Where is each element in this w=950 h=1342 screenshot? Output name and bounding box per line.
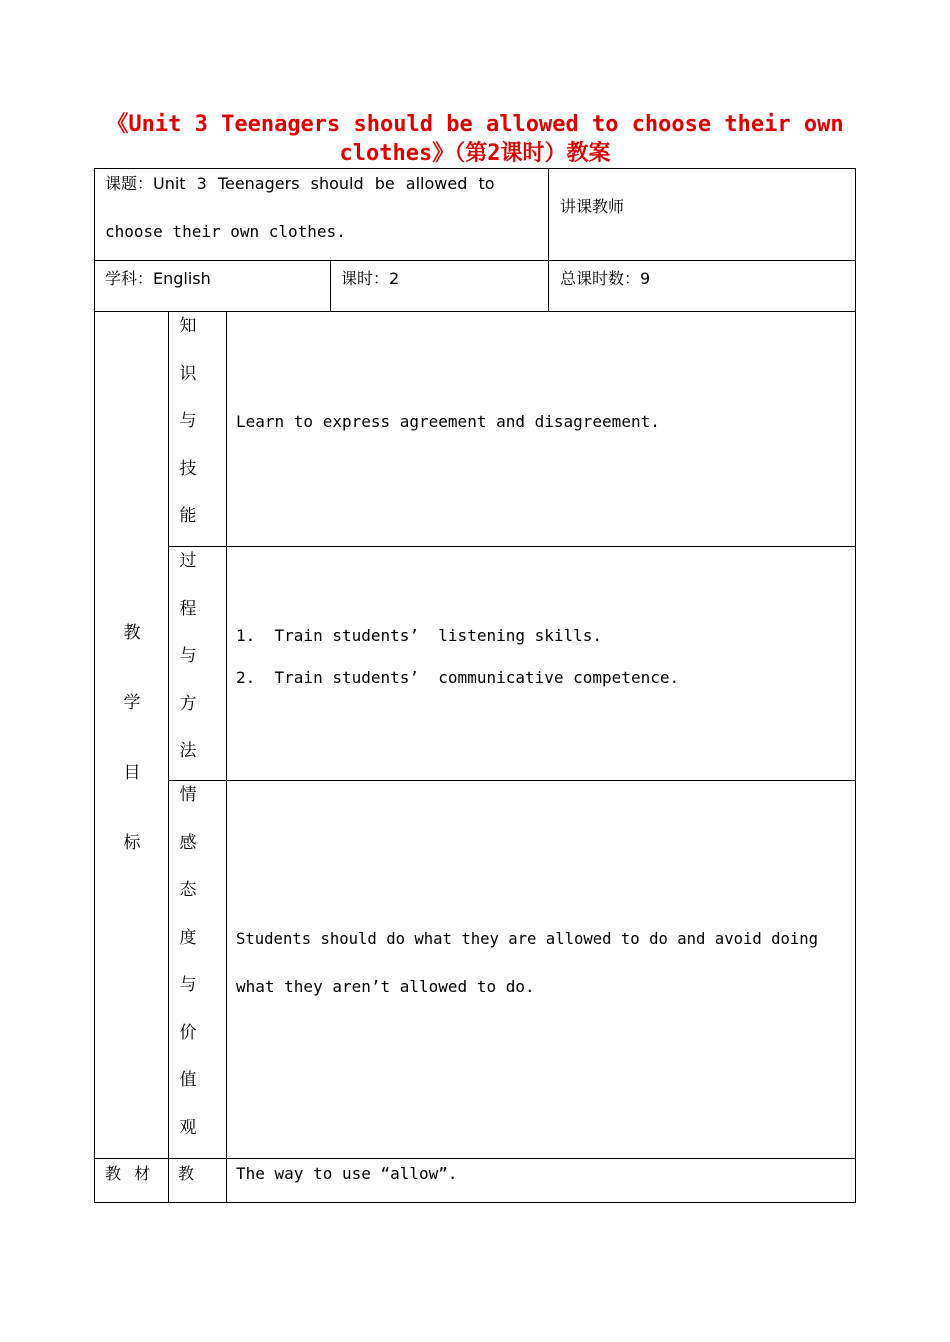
title-line-1: 《Unit 3 Teenagers should be allowed to choose their own: [106, 112, 844, 137]
process-label: 过 程 与 方 法: [179, 551, 197, 761]
materials-text: The way to use “allow”.: [236, 1164, 458, 1183]
materials-label: 教 材: [105, 1164, 151, 1183]
emotion-label: 情 感 态 度 与 价 值 观: [179, 785, 197, 1138]
process-item-2: 2. Train students’ communicative competence.: [236, 668, 680, 687]
knowledge-text: Learn to express agreement and disagreement.: [236, 412, 660, 431]
emotion-text-line-2: what they aren’t allowed to do.: [236, 977, 535, 996]
subject-cell: 学科：English: [105, 269, 211, 288]
process-item-1: 1. Train students’ listening skills.: [236, 626, 603, 645]
topic-line-2: choose their own clothes.: [105, 222, 346, 241]
emotion-text-line-1: Students should do what they are allowed to do and avoid doing: [236, 930, 819, 948]
total-periods-cell: 总课时数：9: [560, 269, 651, 288]
materials-sub-label: 教: [178, 1164, 195, 1183]
knowledge-label: 知 识 与 技 能: [179, 316, 197, 526]
topic-line-1: 课题：Unit 3 Teenagers should be allowed to: [105, 174, 495, 193]
period-cell: 课时：2: [341, 269, 400, 288]
objectives-group-label: 教 学 目 标: [123, 623, 141, 853]
title-line-2: clothes》（第2课时）教案: [339, 141, 611, 166]
teacher-label: 讲课教师: [560, 197, 625, 216]
